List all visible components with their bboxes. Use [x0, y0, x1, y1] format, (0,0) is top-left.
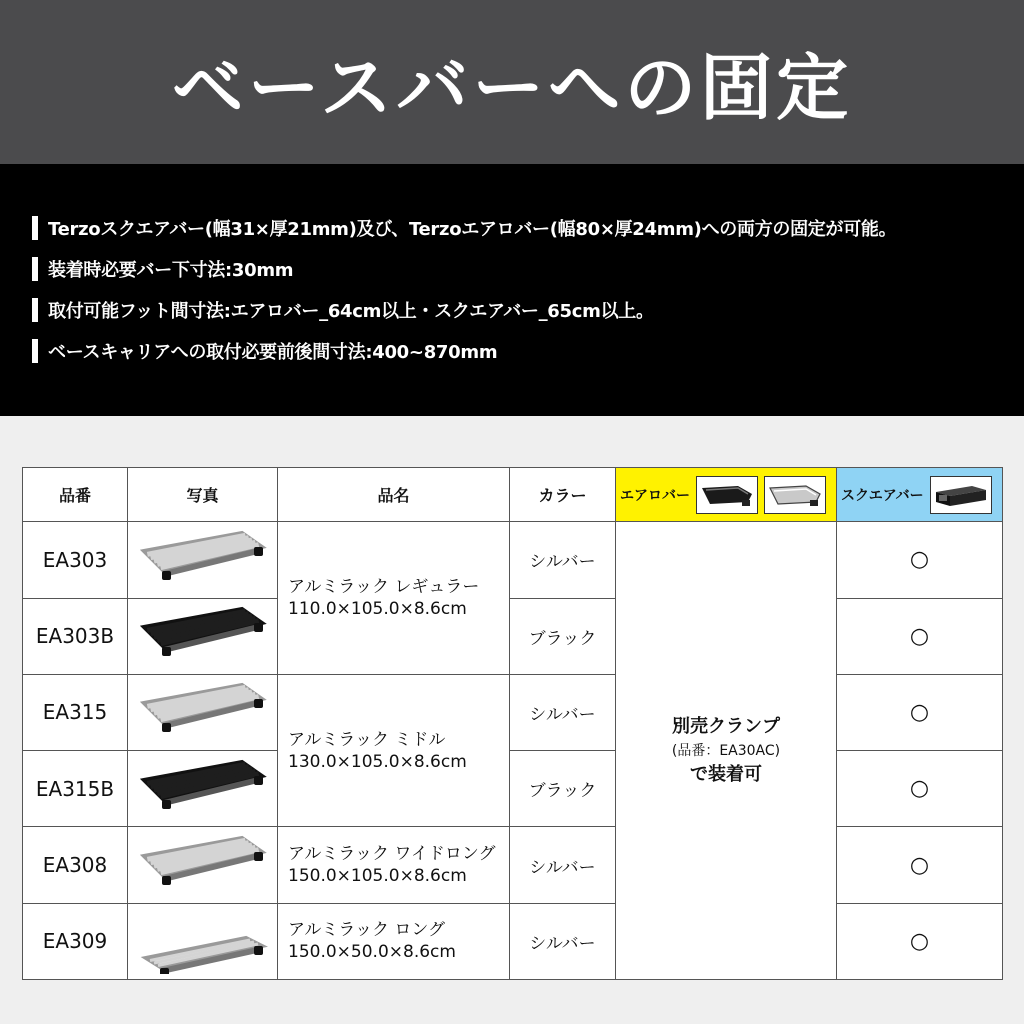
- aero-bar-black-image: [696, 476, 758, 514]
- header-code: 品番: [23, 468, 128, 522]
- rack-image: [138, 908, 268, 974]
- product-name-cell: [278, 674, 510, 827]
- product-photo: [128, 751, 278, 827]
- product-size: 110.0×105.0×8.6cm: [288, 599, 467, 619]
- product-size: 150.0×105.0×8.6cm: [288, 866, 467, 887]
- product-code: EA309: [23, 903, 128, 979]
- product-name-cell: [278, 827, 510, 903]
- bullet-bar: [32, 339, 38, 363]
- clamp-note: 別売クランプ: [672, 715, 780, 737]
- spec-item: [32, 296, 1024, 324]
- product-photo: [128, 522, 278, 598]
- square-bar-compat-mark: ○: [837, 751, 1003, 827]
- product-photo: [128, 674, 278, 750]
- product-code: EA303B: [23, 598, 128, 674]
- product-code: EA303: [23, 522, 128, 598]
- spec-text: 装着時必要バー下寸法:30mm: [48, 260, 294, 281]
- spec-text: 取付可能フット間寸法:エアロバー_64cm以上・スクエアバー_65cm以上。: [48, 301, 654, 322]
- product-name-cell: [278, 522, 510, 675]
- table-row: [23, 903, 1003, 979]
- bullet-bar: [32, 298, 38, 322]
- aero-bar-silver-image: [764, 476, 826, 514]
- aero-bar-label: エアロバー: [620, 487, 690, 504]
- product-size: 150.0×50.0×8.6cm: [288, 942, 456, 963]
- clamp-note-tail: で装着可: [690, 763, 762, 785]
- table-row: [23, 598, 1003, 674]
- product-color: シルバー: [510, 522, 616, 598]
- bullet-bar: [32, 216, 38, 240]
- product-color: ブラック: [510, 751, 616, 827]
- product-code: EA315: [23, 674, 128, 750]
- product-name: アルミラック ミドル: [288, 729, 446, 750]
- product-color: ブラック: [510, 598, 616, 674]
- product-color: シルバー: [510, 903, 616, 979]
- product-code: EA308: [23, 827, 128, 903]
- product-color: シルバー: [510, 674, 616, 750]
- product-name: アルミラック ワイドロング: [288, 844, 496, 865]
- rack-image: [138, 527, 268, 593]
- square-bar-compat-mark: ○: [837, 827, 1003, 903]
- square-bar-image: [930, 476, 992, 514]
- square-bar-compat-mark: ○: [837, 674, 1003, 750]
- product-photo: [128, 827, 278, 903]
- rack-image: [138, 756, 268, 822]
- header-square-bar: [837, 468, 1003, 522]
- table-row: [23, 827, 1003, 903]
- product-color: シルバー: [510, 827, 616, 903]
- header-aero-bar: [616, 468, 837, 522]
- product-name-cell: [278, 903, 510, 979]
- spec-text: Terzoスクエアバー(幅31×厚21mm)及び、Terzoエアロバー(幅80×厚24mm)への両方の固定が可能。: [48, 219, 897, 240]
- product-photo: [128, 903, 278, 979]
- title-banner: [0, 0, 1024, 164]
- spec-item: [32, 337, 1024, 365]
- compatibility-table: [22, 467, 1003, 980]
- rack-image: [138, 832, 268, 898]
- product-size: 130.0×105.0×8.6cm: [288, 751, 467, 772]
- table-row: [23, 751, 1003, 827]
- spec-text: ベースキャリアへの取付必要前後間寸法:400~870mm: [48, 342, 498, 363]
- table-row: [23, 674, 1003, 750]
- bullet-bar: [32, 257, 38, 281]
- rack-image: [138, 603, 268, 669]
- rack-image: [138, 679, 268, 745]
- spec-list: [0, 164, 1024, 416]
- header-color: カラー: [510, 468, 616, 522]
- square-bar-compat-mark: ○: [837, 522, 1003, 598]
- product-name: アルミラック レギュラー: [288, 577, 480, 597]
- spec-item: [32, 255, 1024, 283]
- spec-item: [32, 214, 1024, 242]
- header-name: 品名: [278, 468, 510, 522]
- square-bar-label: スクエアバー: [841, 487, 924, 504]
- product-photo: [128, 598, 278, 674]
- table-row: [23, 522, 1003, 598]
- page-title: ベースバーへの固定: [171, 46, 853, 130]
- header-photo: 写真: [128, 468, 278, 522]
- aero-bar-compat-cell: [616, 522, 837, 980]
- product-code: EA315B: [23, 751, 128, 827]
- square-bar-compat-mark: ○: [837, 903, 1003, 979]
- square-bar-compat-mark: ○: [837, 598, 1003, 674]
- clamp-part-number: (品番：EA30AC): [671, 742, 781, 759]
- product-name: アルミラック ロング: [288, 920, 446, 941]
- table-header-row: [23, 468, 1003, 522]
